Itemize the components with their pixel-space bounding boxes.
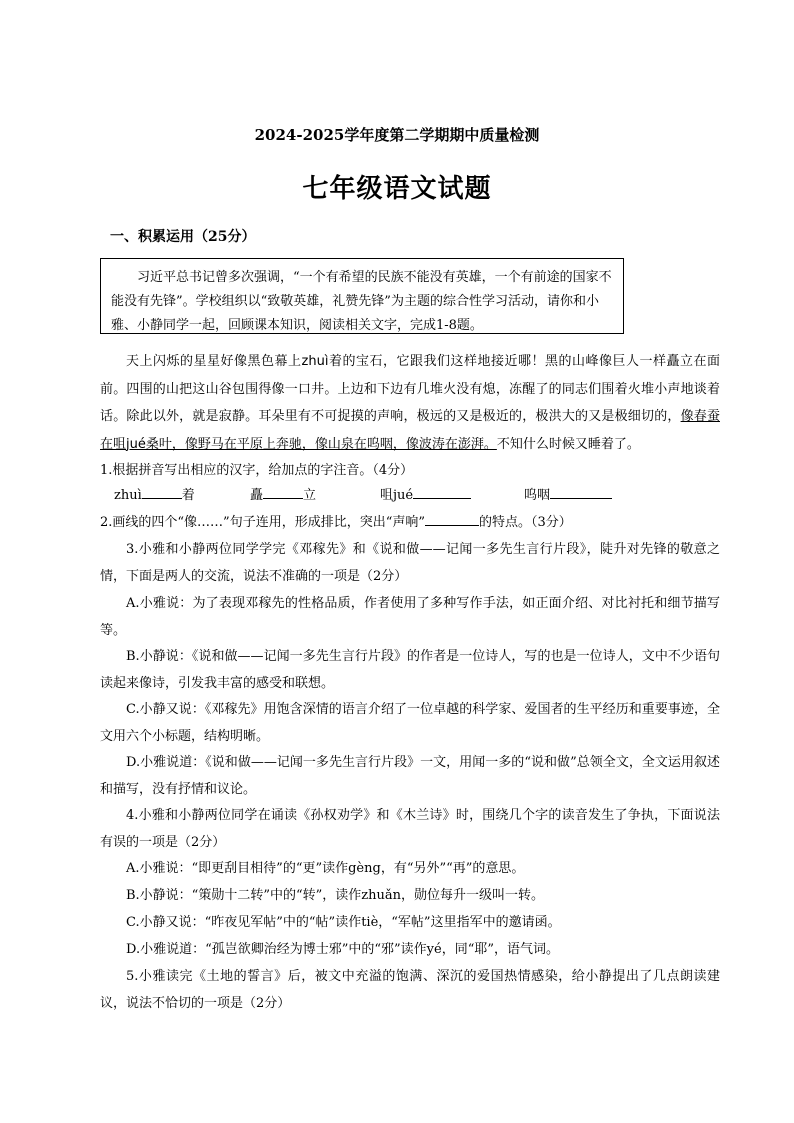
passage-underlined-text: 像春蚕在咀jué桑叶，像野马在平原上奔驰，像山泉在呜咽，像波涛在澎湃。 — [100, 409, 720, 452]
question-3: 3.小雅和小静两位同学学完《邓稼先》和《说和做——记闻一多先生言行片段》，陡升对先锋的敬意之情，下面是两人的交流，说法不准确的一项是（2分） — [100, 542, 720, 584]
section-heading: 一、积累运用（25分） — [110, 229, 256, 245]
exam-subtitle: 2024-2025学年度第二学期期中质量检测 — [254, 126, 540, 144]
answer-blank[interactable] — [263, 486, 303, 499]
intro-box — [100, 258, 624, 334]
question-5: 5.小雅读完《土地的誓言》后，被文中充溢的饱满、深沉的爱国热情感染，给小静提出了几点朗读建议，说法不恰切的一项是（2分） — [100, 969, 720, 1011]
pinyin-item: 咀jué — [380, 484, 471, 503]
reading-passage — [100, 348, 720, 458]
option-4a: A.小雅说：“即更刮目相待”的“更”读作gèng，有“另外”“再”的意思。 — [126, 861, 525, 876]
question-2: 2.画线的四个“像……”句子连用，形成排比，突出“声响” 的特点。（3分） — [100, 515, 572, 530]
option-4d: D.小雅说道：“孤岂欲卿治经为博士邪”中的“邪”读作yé，同“耶”，语气词。 — [126, 942, 560, 957]
option-3c: C.小静又说：《邓稼先》用饱含深情的语言介绍了一位卓越的科学家、爱国者的生平经历和重要事迹，全文用六个小标题，结构明晰。 — [100, 702, 720, 744]
exam-title: 七年级语文试题 — [302, 174, 492, 204]
pinyin-item: 呜咽 — [524, 484, 612, 503]
question-4: 4.小雅和小静两位同学在诵读《孙权劝学》和《木兰诗》时，围绕几个字的读音发生了争执，下面说法有误的一项是（2分） — [100, 808, 720, 850]
option-4c: C.小静又说：“昨夜见军帖”中的“帖”读作tiè，“军帖”这里指军中的邀请函。 — [126, 915, 561, 930]
option-3b: B.小静说：《说和做——记闻一多先生言行片段》的作者是一位诗人，写的也是一位诗人，文中不少语句读起来像诗，引发我丰富的感受和联想。 — [100, 649, 720, 691]
answer-blank[interactable] — [425, 513, 479, 526]
option-3a: A.小雅说：为了表现邓稼先的性格品质，作者使用了多种写作手法，如正面介绍、对比衬托和细节描写等。 — [100, 596, 720, 638]
answer-blank[interactable] — [413, 486, 471, 499]
option-3d: D.小雅说道：《说和做——记闻一多先生言行片段》一文，用闻一多的“说和做”总领全文，全文运用叙述和描写，没有抒情和议论。 — [100, 755, 720, 797]
question-1: 1.根据拼音写出相应的汉字，给加点的字注音。（4分） — [100, 463, 414, 478]
passage-text-end: 不知什么时候又睡着了。 — [496, 436, 640, 452]
intro-text: 习近平总书记曾多次强调，“一个有希望的民族不能没有英雄，一个有前途的国家不能没有先锋”。学校组织以“致敬英雄，礼赞先锋”为主题的综合性学习活动，请你和小雅、小静同学一起，回顾课本知识，阅读相关文字，完成1-8题。 — [111, 270, 612, 333]
pinyin-item: 矗 立 — [250, 488, 317, 503]
passage-text: 天上闪烁的星星好像黑色幕上zhuì着的宝石，它跟我们这样地接近哪！黑的山峰像巨人一样矗立在面前。四围的山把这山谷包围得像一口井。上边和下边有几堆火没有熄，冻醒了的同志们围着火堆小声地谈着话。除此以外，就是寂静。耳朵里有不可捉摸的声响，极远的又是极近的，极洪大的又是极细切的， — [100, 354, 720, 424]
answer-blank[interactable] — [142, 486, 182, 499]
pinyin-item: zhuì 着 — [114, 488, 195, 503]
option-4b: B.小静说：“策勋十二转”中的“转”，读作zhuǎn，勋位每升一级叫一转。 — [126, 888, 544, 903]
answer-blank[interactable] — [550, 486, 612, 499]
